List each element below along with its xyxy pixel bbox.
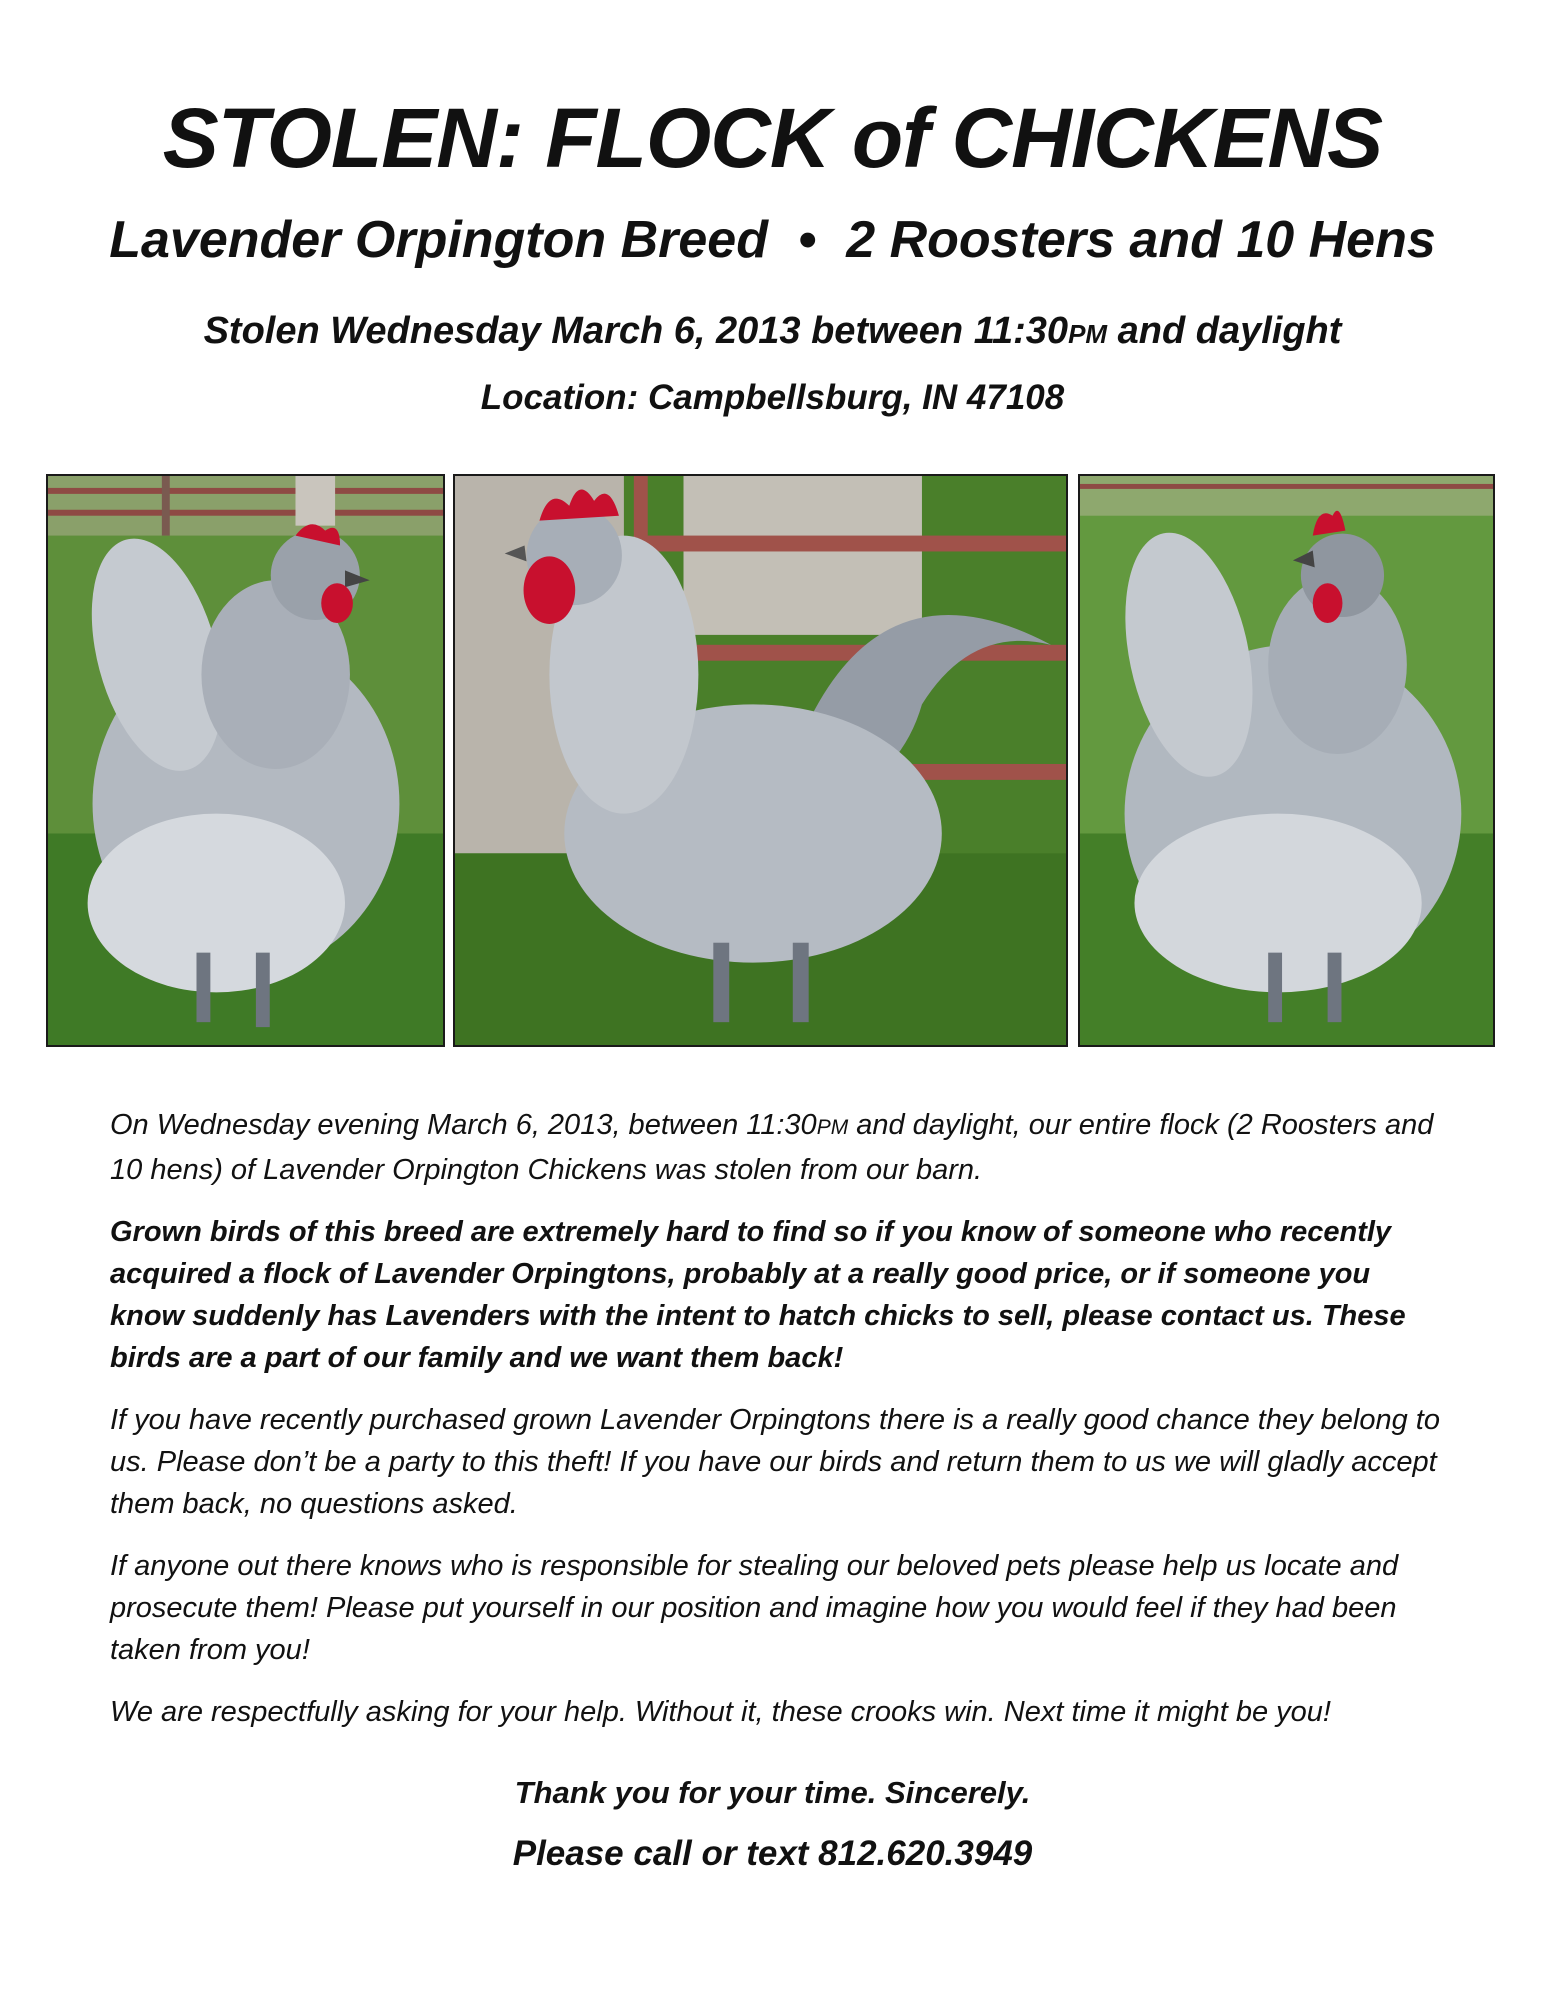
paragraph-incident: [110, 1104, 1450, 1191]
incident-text-a: On Wednesday evening March 6, 2013, between 11:30: [110, 1109, 817, 1141]
stolen-date-suffix: and daylight: [1117, 310, 1342, 352]
hen-photo-right: [1078, 474, 1495, 1047]
incident-text-b: and daylight, our entire flock (2 Roosters and 10 hens) of Lavender Orpington Chickens was stolen from our barn.: [110, 1109, 1434, 1186]
paragraph-request: We are respectfully asking for your help. Without it, these crooks win. Next time it might be you!: [110, 1696, 1331, 1728]
hen-left-image: [48, 476, 443, 1045]
flock-count: 2 Roosters and 10 Hens: [846, 211, 1436, 269]
incident-pm: PM: [816, 1116, 849, 1139]
hen-right-image: [1080, 476, 1493, 1045]
location-line: Location: Campbellsburg, IN 47108: [480, 378, 1065, 417]
poster-title: STOLEN: FLOCK of CHICKENS: [162, 91, 1383, 185]
hen-photo-left: [46, 474, 445, 1047]
poster-subtitle: [0, 208, 1545, 272]
stolen-pm: PM: [1068, 319, 1108, 349]
bullet-separator: •: [798, 211, 817, 269]
closing-block: [0, 1770, 1545, 1880]
paragraph-purchasers: If you have recently purchased grown Lavender Orpingtons there is a really good chance they belong to us. Please don’t be a party to this theft! If you have our birds and return them to us we will gladly accept them back, no questions asked.: [110, 1404, 1440, 1520]
thank-you-line: Thank you for your time. Sincerely.: [514, 1775, 1031, 1810]
rooster-photo-center: [453, 474, 1068, 1047]
paragraph-appeal: Grown birds of this breed are extremely hard to find so if you know of someone who recently acquired a flock of Lavender Orpingtons, probably at a really good price, or if someone you know suddenly has Lavenders with the intent to hatch chicks to sell, please contact us. These birds are a part of our family and we want them back!: [110, 1216, 1406, 1374]
breed-label: Lavender Orpington Breed: [109, 211, 768, 269]
stolen-date-line: [0, 306, 1545, 359]
paragraph-responsible: If anyone out there knows who is responsible for stealing our beloved pets please help us locate and prosecute them! Please put yourself in our position and imagine how you would feel if they had been taken from you!: [110, 1550, 1399, 1666]
contact-phone-line: Please call or text 812.620.3949: [512, 1834, 1033, 1873]
poster-body: [110, 1104, 1450, 1753]
stolen-date-text: Stolen Wednesday March 6, 2013 between 11:30: [203, 310, 1069, 352]
rooster-image: [455, 476, 1066, 1045]
